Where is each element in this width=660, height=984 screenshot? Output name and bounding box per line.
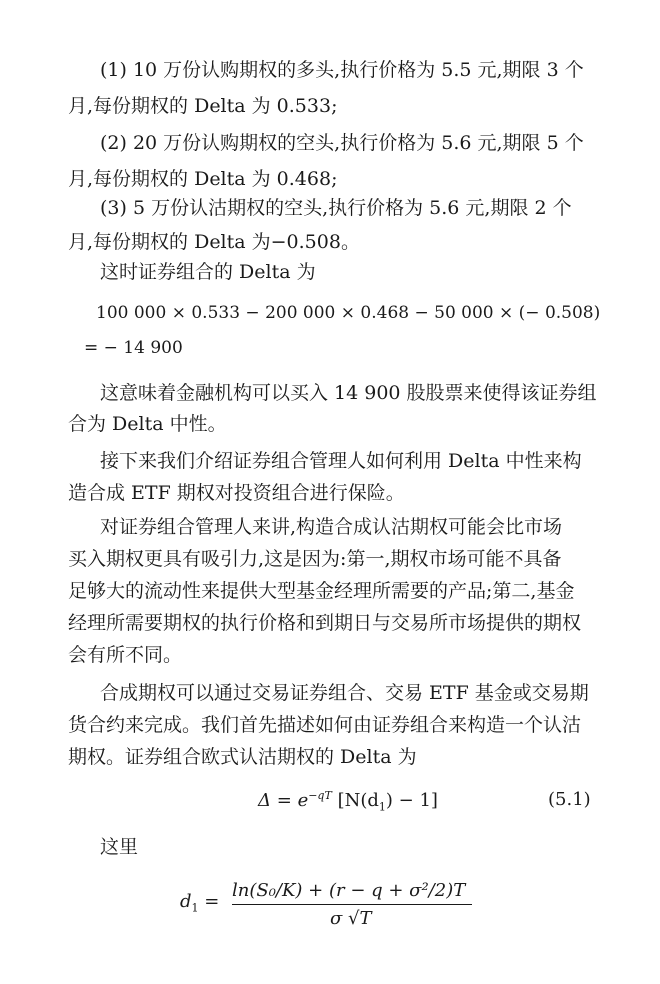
equation-number: (5.1) xyxy=(548,789,591,810)
text-line: 造合成 ETF 期权对投资组合进行保险。 xyxy=(68,482,405,504)
equation-5-1 xyxy=(258,789,438,814)
text-line: 合为 Delta 中性。 xyxy=(68,413,227,435)
fraction-bar xyxy=(232,904,472,905)
text-line: (1) 10 万份认购期权的多头,执行价格为 5.5 元,期限 3 个 xyxy=(100,59,584,81)
equals-sign: = xyxy=(276,790,292,811)
exp-base: e xyxy=(297,790,309,811)
d1-denominator: σ √T xyxy=(330,908,372,929)
text-line: 经理所需要期权的执行价格和到期日与交易所市场提供的期权 xyxy=(68,612,582,634)
delta-symbol: Δ xyxy=(258,790,271,811)
text-line: 接下来我们介绍证券组合管理人如何利用 Delta 中性来构 xyxy=(100,450,582,472)
text-line: (3) 5 万份认沽期权的空头,执行价格为 5.6 元,期限 2 个 xyxy=(100,197,572,219)
text-line: 足够大的流动性来提供大型基金经理所需要的产品;第二,基金 xyxy=(68,580,575,602)
exponent: −qT xyxy=(308,789,332,802)
text-line: 期权。证券组合欧式认沽期权的 Delta 为 xyxy=(68,746,417,768)
delta-result: = − 14 900 xyxy=(84,338,183,358)
text-line: 对证券组合管理人来讲,构造合成认沽期权可能会比市场 xyxy=(100,516,563,538)
text-line: 这里 xyxy=(100,836,139,858)
text-line: 月,每份期权的 Delta 为−0.508。 xyxy=(68,231,360,253)
text-line: 会有所不同。 xyxy=(68,644,183,666)
d1-lhs: $d_1$ = xyxy=(180,891,220,915)
text-line: 这时证券组合的 Delta 为 xyxy=(100,261,316,283)
bracket-rest: ) − 1] xyxy=(385,790,438,811)
bracket-term: [N(d xyxy=(337,790,379,811)
d1-numerator: ln(S₀/K) + (r − q + σ²/2)T xyxy=(232,880,466,901)
text-line: 买入期权更具有吸引力,这是因为:第一,期权市场可能不具备 xyxy=(68,548,562,570)
text-line: 这意味着金融机构可以买入 14 900 股股票来使得该证券组 xyxy=(100,382,597,404)
text-line: (2) 20 万份认购期权的空头,执行价格为 5.6 元,期限 5 个 xyxy=(100,132,584,154)
subscript: 1 xyxy=(378,800,386,814)
text-line: 月,每份期权的 Delta 为 0.468; xyxy=(68,168,338,190)
text-line: 货合约来完成。我们首先描述如何由证券组合来构造一个认沽 xyxy=(68,714,582,736)
text-line: 月,每份期权的 Delta 为 0.533; xyxy=(68,95,338,117)
delta-calculation: 100 000 × 0.533 − 200 000 × 0.468 − 50 000 × (− 0.508) xyxy=(96,303,601,323)
text-line: 合成期权可以通过交易证券组合、交易 ETF 基金或交易期 xyxy=(100,682,589,704)
